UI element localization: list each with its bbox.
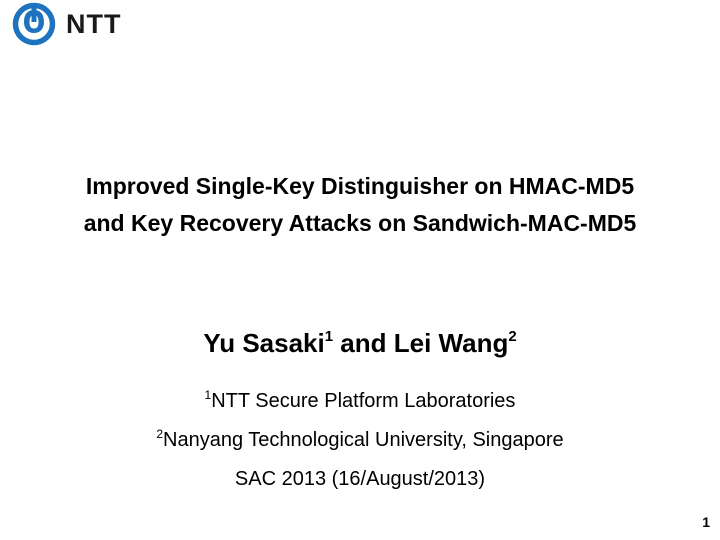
authors [0, 325, 720, 361]
affiliation-1-text: NTT Secure Platform Laboratories [211, 390, 516, 412]
ntt-logo [12, 2, 121, 46]
author-1-affiliation-mark: 1 [324, 328, 334, 345]
slide-title [0, 168, 720, 242]
ntt-logo-icon [12, 2, 56, 46]
affiliation-2 [0, 425, 720, 455]
title-line-2: and Key Recovery Attacks on Sandwich-MAC-MD5 [83, 210, 637, 236]
conference-info: SAC 2013 (16/August/2013) [234, 468, 486, 490]
author-1-name: Yu Sasaki [203, 328, 325, 358]
author-2-affiliation-mark: 2 [508, 328, 517, 345]
logo-text: NTT [66, 8, 122, 39]
title-line-1: Improved Single-Key Distinguisher on HMAC-MD5 [85, 173, 635, 199]
affiliation-1 [0, 386, 720, 416]
affiliation-2-text: Nanyang Technological University, Singapore [163, 429, 564, 451]
page-number: 1 [702, 514, 710, 530]
affiliation-2-mark: 2 [156, 427, 164, 441]
authors-connector: and [333, 328, 394, 358]
author-2-name: Lei Wang [393, 328, 509, 358]
affiliation-1-mark: 1 [204, 388, 212, 402]
